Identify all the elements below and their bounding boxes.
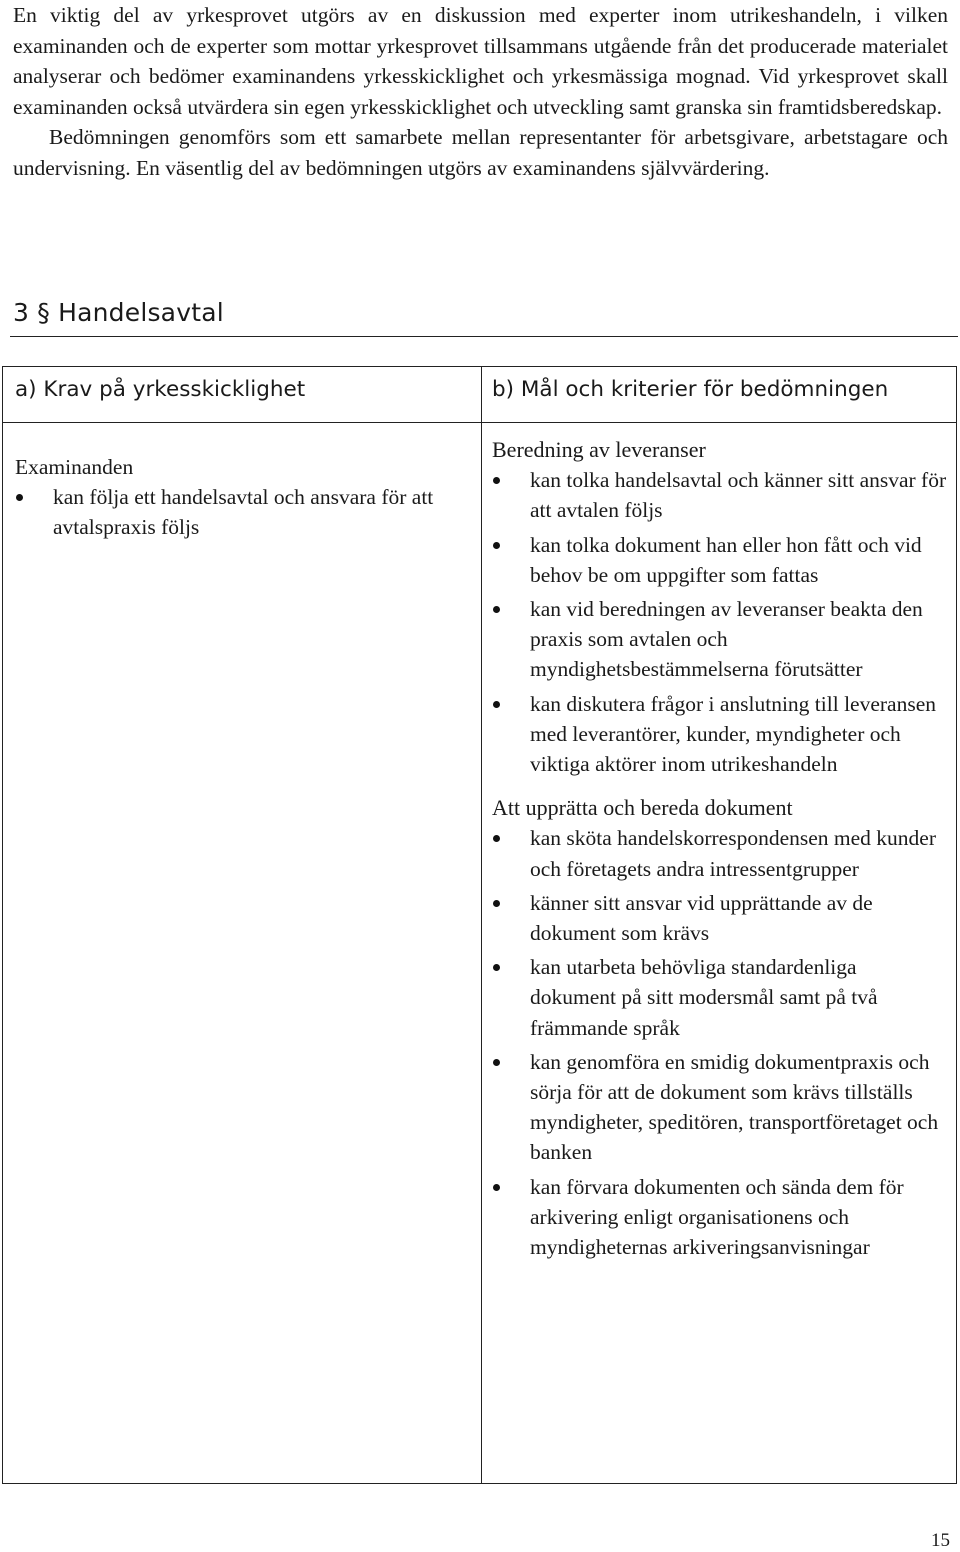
list-item: [492, 888, 947, 948]
list-item: [492, 594, 947, 685]
list-item: [15, 482, 455, 542]
bullet-icon: [493, 1059, 500, 1066]
bullet-icon: [493, 900, 500, 907]
page-number: 15: [931, 1530, 950, 1551]
list-item-text: kan tolka dokument han eller hon fått och vid behov be om uppgifter som fattas: [530, 532, 922, 587]
list-item-text: kan följa ett handelsavtal och ansvara för att avtalspraxis följs: [53, 485, 434, 540]
criteria-column: [492, 435, 947, 1266]
list-item: [492, 530, 947, 590]
list-item-text: kan utarbeta behövliga standardenliga dokument på sitt modersmål samt på två främmande språk: [530, 955, 878, 1040]
criteria-list: [492, 823, 947, 1262]
bullet-icon: [16, 494, 23, 501]
list-item-text: känner sitt ansvar vid upprättande av de dokument som krävs: [530, 890, 873, 946]
list-item: [492, 823, 947, 883]
requirements-column: [15, 452, 455, 547]
criteria-list: [492, 465, 947, 779]
list-item-text: kan diskutera frågor i anslutning till leveransen med leverantörer, kunder, myndigheter och viktiga aktörer inom utrikeshandeln: [530, 691, 936, 777]
list-item: [492, 689, 947, 780]
list-item-text: kan tolka handelsavtal och känner sitt ansvar för att avtalen följs: [530, 468, 947, 523]
bullet-icon: [493, 701, 500, 708]
bullet-icon: [493, 1184, 500, 1191]
list-item: [492, 952, 947, 1043]
list-item-text: kan vid beredningen av leveranser beakta den praxis som avtalen och myndighetsbestämmelserna förutsätter: [530, 597, 923, 682]
list-item: [492, 1172, 947, 1263]
criteria-table: [2, 366, 957, 1484]
bullet-icon: [493, 542, 500, 549]
examinee-label: Examinanden: [15, 455, 134, 479]
group-title: Beredning av leveranser: [492, 437, 706, 462]
column-header-criteria: b) Mål och kriterier för bedömningen: [492, 377, 889, 402]
column-header-requirements: a) Krav på yrkesskicklighet: [15, 377, 306, 402]
intro-paragraph-2: Bedömningen genomförs som ett samarbete mellan representanter för arbetsgivare, arbetstagare och undervisning. En väsentlig del av bedömningen utgörs av examinandens självvärdering.: [13, 125, 948, 180]
list-item-text: kan sköta handelskorrespondensen med kunder och företagets andra intressentgrupper: [530, 826, 937, 881]
list-item-text: kan genomföra en smidig dokumentpraxis och sörja för att de dokument som krävs tillställs myndigheter, speditören, transportföretaget och banken: [530, 1049, 939, 1165]
intro-paragraph-1: En viktig del av yrkesprovet utgörs av en diskussion med experter inom utrikeshandeln, i vilken examinanden och de experter som mottar yrkesprovet tillsammans utgående från det producerade materialet analyserar och bedömer examinandens yrkesskicklighet och yrkesmässiga mognad. Vid yrkesprovet skall examinanden också utvärdera sin egen yrkesskicklighet och utveckling samt granska sin framtidsberedskap.: [13, 3, 948, 119]
list-item: [492, 1047, 947, 1168]
bullet-icon: [493, 606, 500, 613]
bullet-icon: [493, 964, 500, 971]
criteria-group-documents: [492, 793, 947, 1262]
bullet-icon: [493, 835, 500, 842]
group-title: Att upprätta och bereda dokument: [492, 795, 793, 821]
bullet-icon: [493, 477, 500, 484]
requirements-list: [15, 482, 455, 542]
list-item-text: kan förvara dokumenten och sända dem för arkivering enligt organisationens och myndigheternas arkiveringsanvisningar: [530, 1174, 904, 1260]
section-heading: 3 § Handelsavtal: [13, 298, 224, 327]
section-divider: [10, 336, 958, 337]
list-item: [492, 465, 947, 525]
column-divider: [481, 367, 482, 1483]
header-divider: [3, 422, 956, 423]
criteria-group-delivery: [492, 435, 947, 779]
intro-text: [13, 0, 948, 183]
